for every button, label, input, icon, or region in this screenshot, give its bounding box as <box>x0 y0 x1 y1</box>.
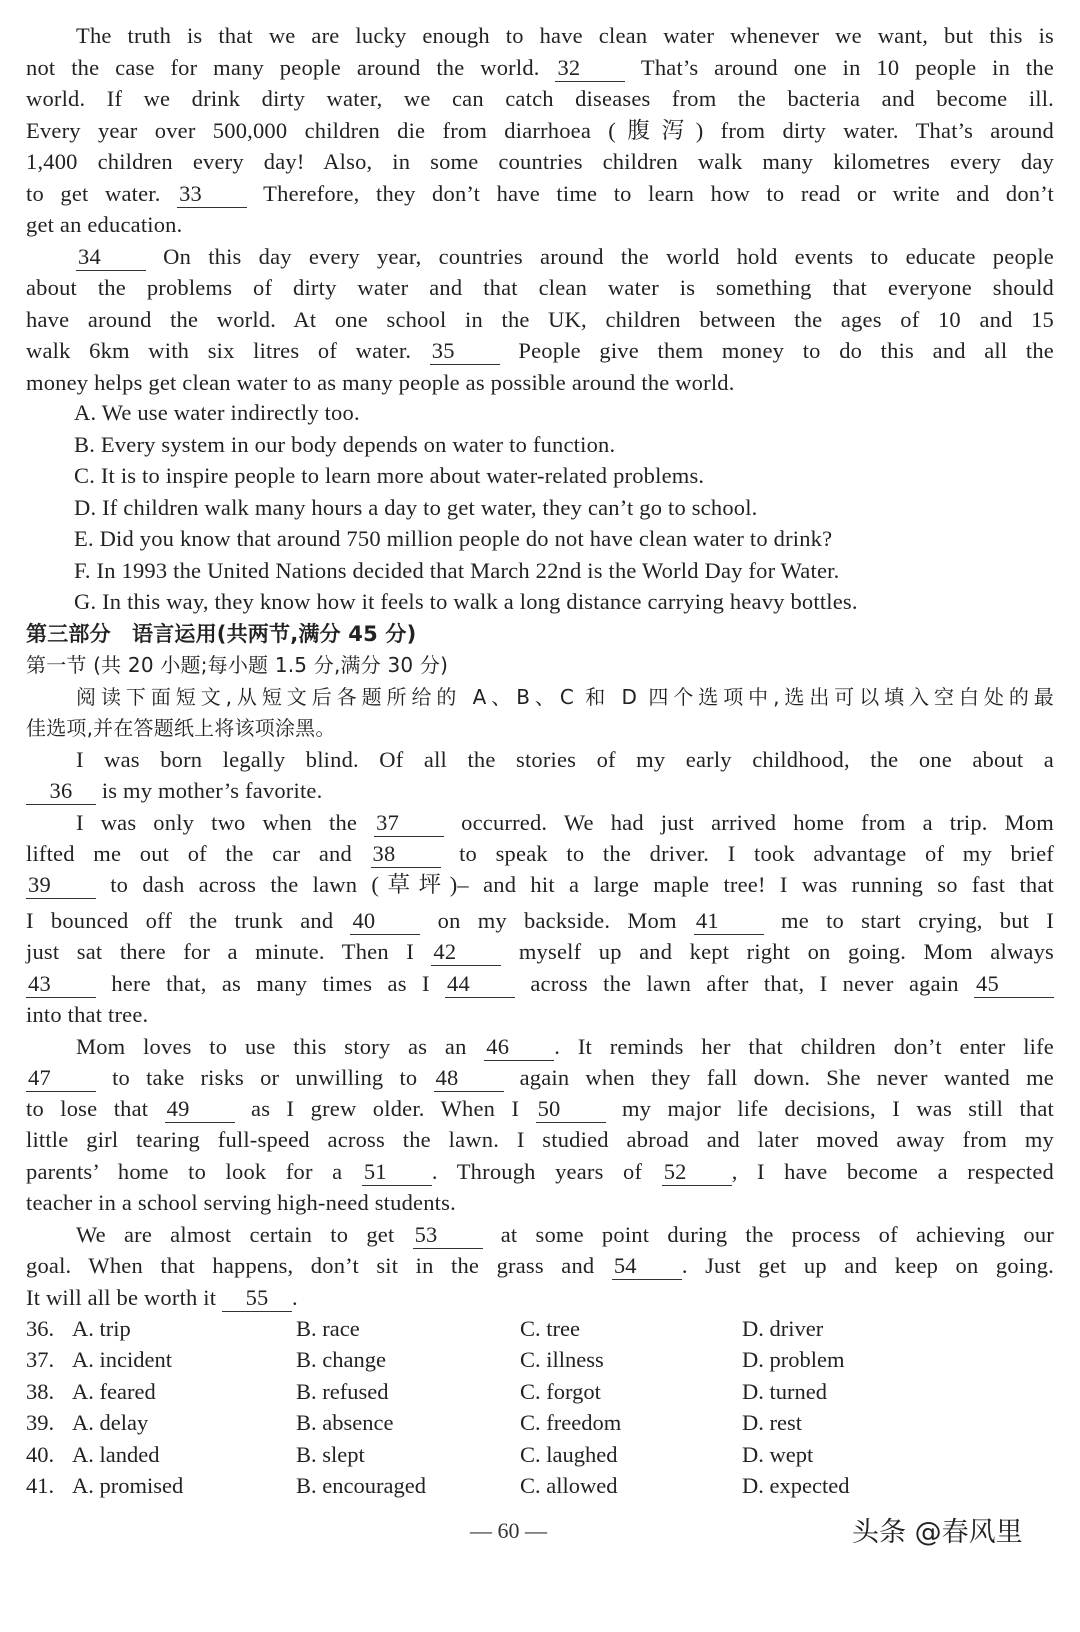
choice-d: D. expected <box>742 1473 850 1498</box>
text: to take risks or unwilling to <box>96 1065 434 1090</box>
text: We are almost certain to get <box>76 1222 413 1247</box>
cloze-line <box>26 1250 1054 1282</box>
cloze-line <box>26 1282 1054 1314</box>
watermark: 头条 @春风里 <box>852 1517 1023 1548</box>
text: my major life decisions, I was still that <box>605 1096 1054 1121</box>
blank-41: 41 <box>694 908 764 935</box>
choice-d: D. rest <box>742 1410 802 1435</box>
text: teacher in a school serving high-need students. <box>26 1190 456 1215</box>
blank-49: 49 <box>165 1096 235 1123</box>
text: here that, as many times as I <box>96 971 446 996</box>
text: . <box>292 1285 298 1310</box>
passage-line <box>26 241 1054 273</box>
text: . Just get up and keep on going. <box>681 1253 1054 1278</box>
text: world. If we drink dirty water, we can catch diseases from the bacteria and become ill. <box>26 86 1054 111</box>
text: 1,400 children every day! Also, in some countries children walk many kilometres every day <box>26 149 1054 174</box>
blank-44: 44 <box>445 971 515 998</box>
section-subheading: 第一节 (共 20 小题;每小题 1.5 分,满分 30 分) <box>26 653 449 677</box>
choice-d: D. turned <box>742 1379 827 1404</box>
cloze-line <box>26 905 1054 937</box>
text: me to start crying, but I <box>763 908 1054 933</box>
instruction-line: 阅读下面短文,从短文后各题所给的 A、B、C 和 D 四个选项中,选出可以填入空白处的最 <box>76 685 1054 709</box>
text: about the problems of dirty water and that clean water is something that everyone should <box>26 275 1054 300</box>
choice-b: B. absence <box>296 1410 394 1435</box>
blank-52: 52 <box>662 1159 732 1186</box>
cloze-line <box>26 775 1054 807</box>
section-heading: 第三部分 语言运用(共两节,满分 45 分) <box>26 622 417 646</box>
text: Mom loves to use this story as an <box>76 1034 485 1059</box>
text: to dash across the lawn (草坪)– and hit a large maple tree! I was running so fast that <box>96 872 1054 897</box>
text: to get water. <box>26 181 178 206</box>
cloze-line <box>26 1093 1054 1125</box>
choice-d: D. driver <box>742 1316 824 1341</box>
text: I was only two when the <box>76 810 375 835</box>
text: at some point during the process of achieving our <box>482 1222 1054 1247</box>
cloze-line <box>26 1031 1054 1063</box>
text: into that tree. <box>26 1002 149 1027</box>
text: , I have become a respected <box>731 1159 1054 1184</box>
text: I was born legally blind. Of all the stories of my early childhood, the one about a <box>76 747 1054 772</box>
option-d: D. If children walk many hours a day to get water, they can’t go to school. <box>74 495 758 520</box>
choice-c: C. tree <box>520 1316 580 1341</box>
choice-b: B. change <box>296 1347 386 1372</box>
choice-a: A. feared <box>72 1379 156 1404</box>
choice-row-41 <box>26 1470 1054 1502</box>
blank-47: 47 <box>26 1065 96 1092</box>
blank-45: 45 <box>974 971 1054 998</box>
cloze-line <box>26 936 1054 968</box>
passage-line <box>26 115 1054 147</box>
blank-46: 46 <box>484 1034 554 1061</box>
cloze-line <box>26 1124 1054 1156</box>
cloze-line <box>26 1187 1054 1219</box>
text: Every year over 500,000 children die from diarrhoea (腹泻) from dirty water. That’s around <box>26 118 1054 143</box>
text: across the lawn after that, I never again <box>515 971 974 996</box>
choice-row-40 <box>26 1439 1054 1471</box>
page-number: — 60 — <box>470 1518 547 1543</box>
text: parents’ home to look for a <box>26 1159 362 1184</box>
text: just sat there for a minute. Then I <box>26 939 432 964</box>
text: to lose that <box>26 1096 165 1121</box>
choice-c: C. freedom <box>520 1410 622 1435</box>
passage-line <box>26 304 1054 336</box>
choice-a: A. landed <box>72 1442 160 1467</box>
text: lifted me out of the car and <box>26 841 371 866</box>
blank-34: 34 <box>76 244 146 271</box>
choice-row-38 <box>26 1376 1054 1408</box>
blank-55: 55 <box>222 1285 292 1312</box>
text: little girl tearing full-speed across the lawn. I studied abroad and later moved away from my <box>26 1127 1054 1152</box>
cloze-line <box>26 999 1054 1031</box>
blank-50: 50 <box>536 1096 606 1123</box>
passage-line <box>26 52 1054 84</box>
passage-line <box>26 209 1054 241</box>
text: money helps get clean water to as many people as possible around the world. <box>26 370 735 395</box>
text: as I grew older. When I <box>234 1096 536 1121</box>
blank-33: 33 <box>177 181 247 208</box>
text: get an education. <box>26 212 183 237</box>
passage-line <box>26 83 1054 115</box>
cloze-line <box>26 744 1054 776</box>
text: have around the world. At one school in the UK, children between the ages of 10 and 15 <box>26 307 1054 332</box>
text: not the case for many people around the world. <box>26 55 556 80</box>
choice-c: C. illness <box>520 1347 604 1372</box>
text: . It reminds her that children don’t enter life <box>554 1034 1054 1059</box>
text: On this day every year, countries around the world hold events to educate people <box>146 244 1054 269</box>
choice-b: B. race <box>296 1316 360 1341</box>
blank-32: 32 <box>555 55 625 82</box>
cloze-line <box>26 869 1054 901</box>
question-number: 41. <box>26 1473 55 1498</box>
question-number: 36. <box>26 1316 55 1341</box>
blank-53: 53 <box>413 1222 483 1249</box>
blank-36: 36 <box>26 778 96 805</box>
text: to speak to the driver. I took advantage of my brief <box>440 841 1054 866</box>
text: That’s around one in 10 people in the <box>625 55 1054 80</box>
question-number: 39. <box>26 1410 55 1435</box>
text: occurred. We had just arrived home from a trip. Mom <box>444 810 1054 835</box>
cloze-line <box>26 1156 1054 1188</box>
text: People give them money to do this and all the <box>499 338 1054 363</box>
passage-line <box>26 178 1054 210</box>
blank-40: 40 <box>350 908 420 935</box>
option-g: G. In this way, they know how it feels to walk a long distance carrying heavy bottles. <box>74 589 858 614</box>
blank-54: 54 <box>612 1253 682 1280</box>
text: again when they fall down. She never wanted me <box>503 1065 1054 1090</box>
question-number: 37. <box>26 1347 55 1372</box>
text: is my mother’s favorite. <box>96 778 323 803</box>
blank-43: 43 <box>26 971 96 998</box>
blank-39: 39 <box>26 872 96 899</box>
passage-line <box>26 335 1054 367</box>
text: It will all be worth it <box>26 1285 223 1310</box>
choice-a: A. promised <box>72 1473 184 1498</box>
cloze-line <box>26 1219 1054 1251</box>
passage-line <box>26 20 1054 52</box>
text: goal. When that happens, don’t sit in the grass and <box>26 1253 612 1278</box>
question-number: 40. <box>26 1442 55 1467</box>
choice-b: B. refused <box>296 1379 389 1404</box>
choice-b: B. slept <box>296 1442 365 1467</box>
option-a: A. We use water indirectly too. <box>74 400 360 425</box>
blank-35: 35 <box>430 338 500 365</box>
choice-d: D. problem <box>742 1347 845 1372</box>
choice-d: D. wept <box>742 1442 814 1467</box>
cloze-line <box>26 1062 1054 1094</box>
blank-48: 48 <box>434 1065 504 1092</box>
text: walk 6km with six litres of water. <box>26 338 430 363</box>
text: . Through years of <box>431 1159 662 1184</box>
blank-51: 51 <box>362 1159 432 1186</box>
option-c: C. It is to inspire people to learn more about water-related problems. <box>74 463 705 488</box>
option-e: E. Did you know that around 750 million people do not have clean water to drink? <box>74 526 833 551</box>
question-number: 38. <box>26 1379 55 1404</box>
text: myself up and kept right on going. Mom always <box>501 939 1054 964</box>
text: The truth is that we are lucky enough to have clean water whenever we want, but this is <box>76 23 1054 48</box>
text: on my backside. Mom <box>420 908 694 933</box>
passage-line <box>26 367 1054 399</box>
text: Therefore, they don’t have time to learn how to read or write and don’t <box>247 181 1054 206</box>
choice-row-37 <box>26 1344 1054 1376</box>
instruction-line: 佳选项,并在答题纸上将该项涂黑。 <box>26 716 336 740</box>
choice-row-39 <box>26 1407 1054 1439</box>
cloze-line <box>26 838 1054 870</box>
choice-a: A. incident <box>72 1347 172 1372</box>
blank-42: 42 <box>431 939 501 966</box>
choice-row-36 <box>26 1313 1054 1345</box>
choice-c: C. laughed <box>520 1442 618 1467</box>
choice-c: C. forgot <box>520 1379 601 1404</box>
cloze-line <box>26 807 1054 839</box>
blank-37: 37 <box>374 810 444 837</box>
choice-a: A. trip <box>72 1316 131 1341</box>
option-f: F. In 1993 the United Nations decided that March 22nd is the World Day for Water. <box>74 558 840 583</box>
choice-a: A. delay <box>72 1410 149 1435</box>
choice-c: C. allowed <box>520 1473 618 1498</box>
cloze-line <box>26 968 1054 1000</box>
blank-38: 38 <box>371 841 441 868</box>
passage-line <box>26 272 1054 304</box>
option-b: B. Every system in our body depends on water to function. <box>74 432 616 457</box>
choice-b: B. encouraged <box>296 1473 426 1498</box>
text: I bounced off the trunk and <box>26 908 351 933</box>
passage-line <box>26 146 1054 178</box>
